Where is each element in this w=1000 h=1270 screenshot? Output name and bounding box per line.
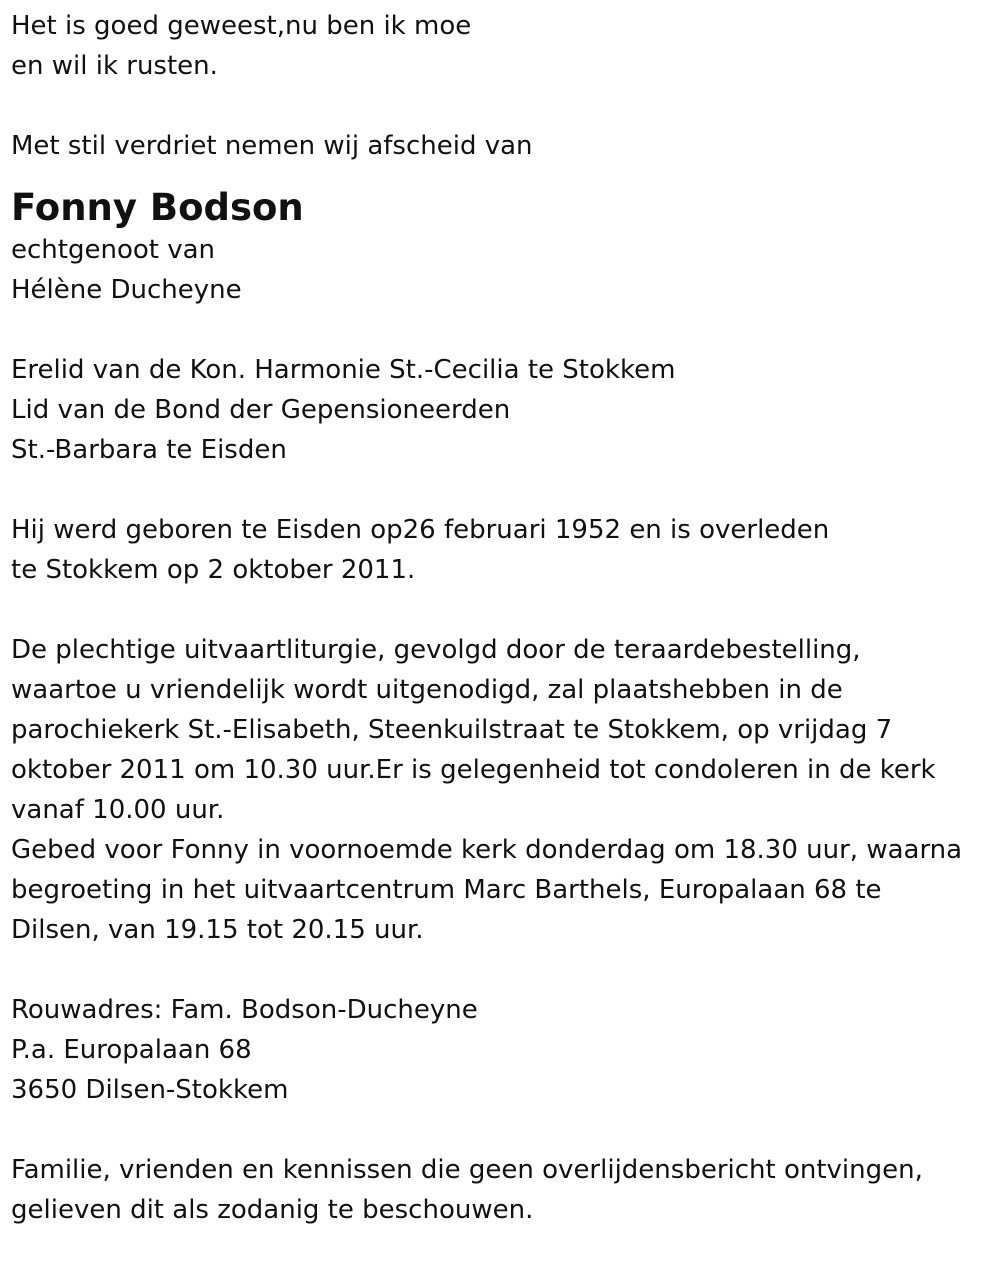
obituary-document bbox=[11, 6, 991, 1230]
closing-note bbox=[11, 1150, 991, 1230]
funeral-line: begroeting in het uitvaartcentrum Marc Barthels, Europalaan 68 te bbox=[11, 875, 882, 905]
closing-line: Familie, vrienden en kennissen die geen overlijdensbericht ontvingen, bbox=[11, 1155, 923, 1185]
motto-line-2: en wil ik rusten. bbox=[11, 51, 218, 81]
motto bbox=[11, 6, 991, 86]
funeral-line: waartoe u vriendelijk wordt uitgenodigd, zal plaatshebben in de bbox=[11, 675, 843, 705]
deceased-name: Fonny Bodson bbox=[11, 186, 304, 229]
relation bbox=[11, 230, 991, 310]
spacer bbox=[11, 1110, 991, 1150]
membership-line: Lid van de Bond der Gepensioneerden bbox=[11, 395, 511, 425]
birth-death-line: te Stokkem op 2 oktober 2011. bbox=[11, 555, 416, 585]
spacer bbox=[11, 950, 991, 990]
membership-line: St.-Barbara te Eisden bbox=[11, 435, 287, 465]
spacer bbox=[11, 470, 991, 510]
address-line: Rouwadres: Fam. Bodson-Ducheyne bbox=[11, 995, 478, 1025]
spacer bbox=[11, 86, 991, 126]
funeral-line: vanaf 10.00 uur. bbox=[11, 795, 225, 825]
spacer bbox=[11, 590, 991, 630]
funeral-line: Gebed voor Fonny in voornoemde kerk donderdag om 18.30 uur, waarna bbox=[11, 835, 963, 865]
closing-line: gelieven dit als zodanig te beschouwen. bbox=[11, 1195, 534, 1225]
funeral-details bbox=[11, 630, 991, 950]
relation-line-1: echtgenoot van bbox=[11, 235, 216, 265]
intro-text: Met stil verdriet nemen wij afscheid van bbox=[11, 131, 533, 161]
funeral-line: De plechtige uitvaartliturgie, gevolgd door de teraardebestelling, bbox=[11, 635, 861, 665]
relation-line-2: Hélène Ducheyne bbox=[11, 275, 242, 305]
membership-line: Erelid van de Kon. Harmonie St.-Cecilia te Stokkem bbox=[11, 355, 676, 385]
funeral-line: parochiekerk St.-Elisabeth, Steenkuilstraat te Stokkem, op vrijdag 7 bbox=[11, 715, 893, 745]
memberships bbox=[11, 350, 991, 470]
funeral-line: Dilsen, van 19.15 tot 20.15 uur. bbox=[11, 915, 424, 945]
birth-death bbox=[11, 510, 991, 590]
funeral-line: oktober 2011 om 10.30 uur.Er is gelegenheid tot condoleren in de kerk bbox=[11, 755, 936, 785]
address-line: 3650 Dilsen-Stokkem bbox=[11, 1075, 289, 1105]
birth-death-line: Hij werd geboren te Eisden op26 februari 1952 en is overleden bbox=[11, 515, 830, 545]
mourning-address bbox=[11, 990, 991, 1110]
address-line: P.a. Europalaan 68 bbox=[11, 1035, 252, 1065]
motto-line-1: Het is goed geweest,nu ben ik moe bbox=[11, 11, 472, 41]
spacer bbox=[11, 310, 991, 350]
